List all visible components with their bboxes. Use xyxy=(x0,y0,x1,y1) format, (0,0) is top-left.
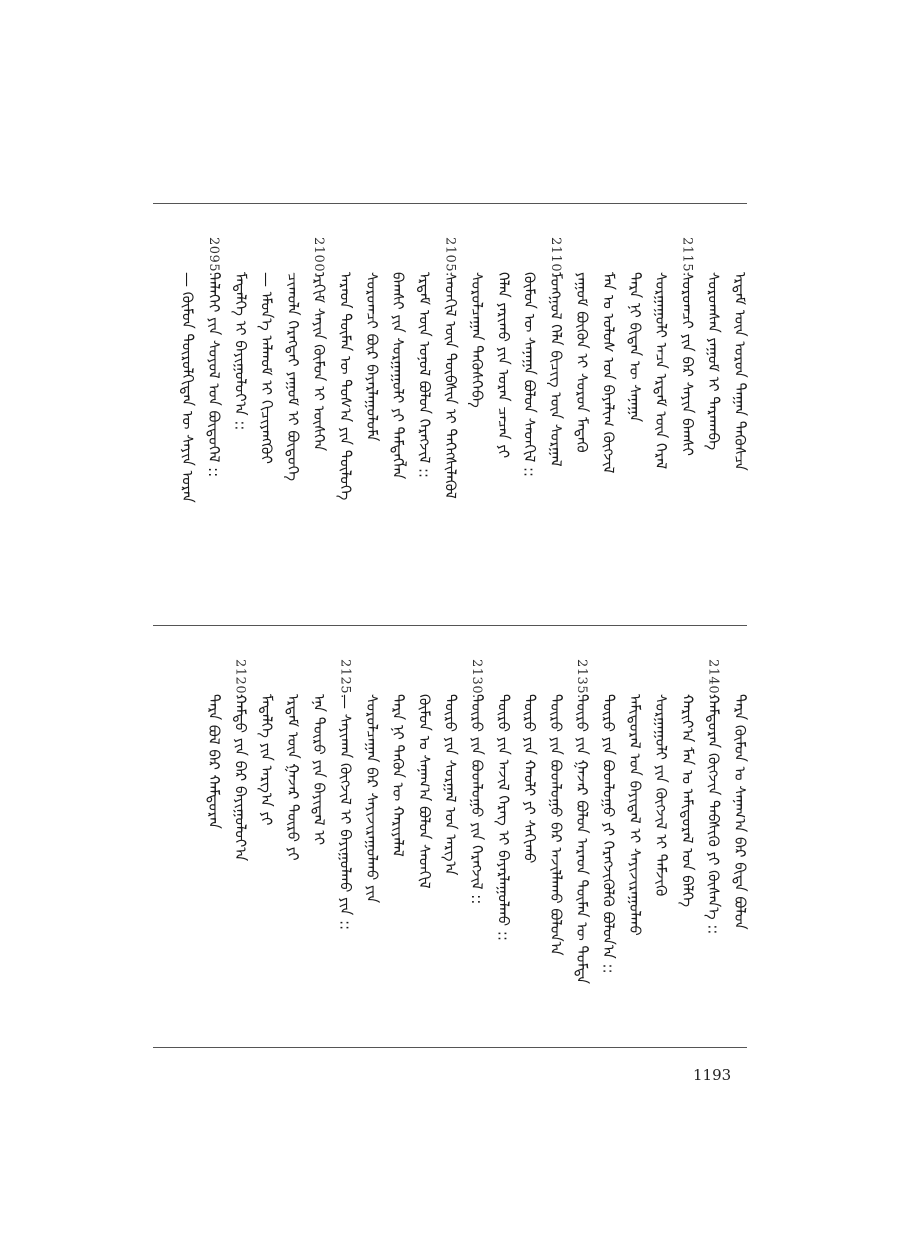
verse-line xyxy=(437,694,465,876)
verse-line-text: ᠲᠥᠷᠥ ᠶᠢᠨ ᠠᠵᠢᠯ ᠬᠡᠷᠡᠭ ᠢ ᠪᠠᠶᠠᠷᠯᠠᠭᠤᠯᠬᠤ :: xyxy=(494,694,513,942)
verse-line xyxy=(542,694,570,956)
middle-rule xyxy=(153,625,747,626)
line-number: 2110. xyxy=(547,237,563,277)
verse-line-text: ᠲᠡᠷᠡ ᠨᠢ ᠪᠢᠳᠡᠨ ᠦ ᠰᠠᠨᠠᠭᠠ xyxy=(625,272,644,423)
verse-line xyxy=(595,694,623,974)
verse-line xyxy=(384,272,412,479)
verse-line-text: ᠰᠡᠳᠬᠢᠯ ᠦᠨ ᠲᠦᠪᠰᠢᠨ ᠢ ᠳᠡᠭᠡᠭᠰᠢᠯᠡᠭᠦᠯ xyxy=(441,272,460,499)
verse-line-text: ᠲᠥᠷᠥ ᠶᠢᠨ ᠪᠣᠳᠯᠣᠭᠣ ᠶᠢᠨ ᠬᠡᠷᠡᠭᠵᠢᠯ :: xyxy=(468,694,486,905)
verse-line-text: ᠡᠷᠳᠡᠮ ᠦᠨ ᠣᠨᠤᠯ ᠪᠣᠯᠤᠨ ᠬᠡᠷᠡᠭᠵᠢᠯ :: xyxy=(415,272,434,479)
line-number: 2135. xyxy=(574,659,590,699)
verse-line-text: ᠴᠢᠬᠤᠯᠠ ᠬᠡᠷᠡᠭᠲᠡᠢ ᠶᠠᠭᠤᠮ ᠢ ᠪᠦᠲᠦᠭᠡ xyxy=(283,272,302,482)
line-number: 2100. xyxy=(311,237,327,277)
verse-line xyxy=(200,272,228,477)
verse-line xyxy=(595,272,623,473)
line-number: 2140. xyxy=(705,659,721,699)
line-number: 2125. xyxy=(337,659,353,699)
verse-line xyxy=(463,694,491,904)
verse-line-text: ᠰᠤᠷᠭᠠᠭᠤᠯᠢ ᠶᠢᠨ ᠬᠥᠭᠵᠢᠯ ᠢ ᠳᠡᠮᠵᠢᠬᠦ xyxy=(652,694,671,897)
page-number: 1193 xyxy=(693,1066,732,1084)
bottom-rule xyxy=(153,1047,747,1048)
verse-line-text: ᠲᠡᠷᠡ ᠨᠢ ᠲᠡᠭᠦᠨ ᠦ ᠬᠠᠷᠢᠶᠠᠯᠠᠯ xyxy=(389,694,408,857)
verse-line xyxy=(647,694,675,896)
verse-line-text: ᠬᠦᠮᠦᠨ ᠦ ᠰᠠᠨᠠᠭᠠ ᠪᠣᠯᠤᠨ ᠰᠡᠳᠬᠢᠯ :: xyxy=(520,272,539,478)
verse-line xyxy=(279,694,307,861)
verse-line xyxy=(673,694,701,907)
verse-line xyxy=(621,272,649,422)
verse-line-text: ᠮᠠᠨ ᠤ ᠤᠯᠤᠰ ᠤᠨ ᠪᠠᠶᠠᠯᠢᠭ ᠬᠥᠭᠵᠢᠯ xyxy=(599,272,618,474)
verse-line xyxy=(384,694,412,857)
line-number: 2115. xyxy=(679,237,695,277)
verse-line xyxy=(489,272,517,458)
verse-line xyxy=(726,272,754,471)
verse-line xyxy=(332,272,360,500)
verse-line xyxy=(358,272,386,441)
verse-line-text: ᠡᠷᠬᠢᠮ ᠰᠠᠶᠢᠨ ᠬᠦᠮᠦᠨ ᠢ ᠥᠰᠬᠡᠨ xyxy=(310,272,329,452)
verse-line xyxy=(253,272,281,464)
verse-line-text: ᠲᠡᠷᠡ ᠬᠦᠮᠦᠨ ᠤ ᠰᠠᠨᠠᠭ᠎ᠠ ᠪᠠᠷ ᠪᠢᠳᠡ ᠪᠣᠯᠤᠨ xyxy=(731,694,749,930)
verse-line-text: ᠪᠠᠭᠰᠢ ᠶᠢᠨ ᠰᠤᠷᠭᠠᠭᠤᠯᠢ ᠶᠢ ᠲᠡᠮᠳᠡᠭᠯᠡᠨ xyxy=(389,272,408,480)
verse-line-text: ᠰᠤᠷᠤᠭᠴᠢ ᠶᠢᠨ ᠪᠡᠷ ᠰᠠᠶᠢᠨ ᠪᠠᠭᠰᠢ xyxy=(678,272,697,456)
verse-line-text: ᠡᠷᠳᠡᠮ ᠦᠨ ᠣᠷᠣᠨ ᠳᠠᠭᠠᠨ ᠲᠡᠭᠦᠰᠴᠡ xyxy=(731,272,749,471)
verse-line xyxy=(410,272,438,478)
line-number: 2130. xyxy=(469,659,484,699)
verse-line-text: ᠰᠤᠷᠤᠯᠴᠠᠭᠠᠨ ᠪᠠᠷ ᠰᠠᠶᠢᠵᠢᠷᠠᠭᠤᠯᠬᠤ ᠶᠢᠨ xyxy=(362,694,381,904)
verse-line xyxy=(568,694,596,984)
verse-line-text: — ᠬᠦᠮᠦᠨ ᠲᠥᠷᠥᠯᠬᠢᠲᠡᠨ ᠦ ᠰᠠᠶᠢᠨ ᠤᠷᠠᠨ xyxy=(178,272,197,503)
verse-line xyxy=(647,272,675,469)
verse-line-text: ᠰᠤᠷᠤᠭᠴᠢ ᠪᠦᠷ ᠪᠠᠶᠠᠷᠯᠠᠭᠤᠯᠤᠮᠠ xyxy=(362,272,381,442)
verse-line xyxy=(200,694,228,829)
verse-line-text: ᠰᠤᠷᠭᠠᠭᠤᠯᠢ ᠠᠴᠠ ᠡᠷᠳᠡᠮ ᠦᠨ ᠭᠡᠷᠡᠯ xyxy=(652,272,671,470)
verse-line-text: ᠲᠡᠷᠡ ᠪᠣᠯ ᠪᠠᠷ ᠬᠠᠮᠲᠤᠷᠠᠨ xyxy=(205,694,223,829)
verse-line-text: ᠬᠡᠯᠡᠨ ᠶᠠᠷᠢᠬᠤ ᠶᠢᠨ ᠤᠷᠠᠨ ᠴᠡᠴᠡᠨ ᠶᠢ xyxy=(494,272,513,459)
verse-line xyxy=(542,272,570,467)
verse-line-text: ᠡᠷᠳᠡᠮ ᠦᠨ ᠭᠠᠵᠠᠷ ᠲᠥᠷᠥ ᠶᠢ xyxy=(283,694,302,861)
verse-line-text: ᠠᠮᠢᠳᠤᠷᠠᠯ ᠤᠨ ᠪᠠᠶᠢᠳᠠᠯ ᠢ ᠰᠠᠶᠢᠵᠢᠷᠠᠭᠤᠯᠬᠤ xyxy=(625,694,644,936)
verse-line xyxy=(516,272,544,477)
verse-line xyxy=(463,272,491,408)
verse-line xyxy=(305,694,333,845)
verse-line xyxy=(726,694,754,930)
top-rule xyxy=(153,203,747,204)
verse-line-text: ᠬᠠᠮᠲᠤᠷᠠᠨ ᠬᠥᠭᠵᠢᠨ ᠳᠡᠪᠰᠢᠬᠦ ᠶᠢ ᠬᠦᠰᠡᠨ᠎ᠡ :: xyxy=(704,694,723,935)
verse-line-text: ᠲᠥᠷᠥ ᠶᠢᠨ ᠪᠣᠳᠯᠣᠭᠣ ᠪᠠᠷ ᠠᠵᠢᠯᠯᠠᠬᠤ ᠪᠣᠯᠤᠨ᠎ᠠ xyxy=(546,694,565,956)
verse-line xyxy=(279,272,307,481)
verse-line xyxy=(437,272,465,499)
verse-line xyxy=(358,694,386,903)
verse-line xyxy=(410,694,438,889)
verse-line xyxy=(174,272,202,503)
verse-line xyxy=(253,694,281,825)
verse-line xyxy=(226,694,254,861)
line-number: 2120. xyxy=(232,659,248,699)
verse-line xyxy=(305,272,333,451)
verse-line-text: — ᠰᠠᠶᠢᠬᠠᠨ ᠬᠥᠭᠵᠢᠯ ᠢ ᠪᠠᠶᠢᠭᠤᠯᠬᠤ ᠶᠢᠨ :: xyxy=(336,694,355,931)
verse-line xyxy=(226,272,254,430)
verse-line-text: ᠲᠥᠷᠥ ᠶᠢᠨ ᠭᠠᠵᠠᠷ ᠪᠣᠯᠤᠨ ᠠᠷᠠᠳ ᠲᠦᠮᠡᠨ ᠦ ᠳᠤᠮᠳᠠ xyxy=(573,694,592,985)
verse-line xyxy=(489,694,517,941)
verse-line xyxy=(621,694,649,936)
line-number: 2095. xyxy=(206,237,221,277)
verse-line xyxy=(673,272,701,456)
verse-line xyxy=(332,694,360,930)
verse-line-text: — ᠡᠮᠦᠨ᠎ᠡ ᠠᠯᠬᠤᠮ ᠢ ᠬᠢᠴᠢᠶᠡᠩᠭᠦᠢ xyxy=(257,272,276,464)
verse-line-text: ᠰᠤᠷᠤᠭᠰᠠᠨ ᠶᠠᠭᠤᠮ ᠢ ᠲᠠᠷᠠᠬᠠᠪᠠ xyxy=(704,272,723,451)
verse-line-text: ᠮᠡᠳᠡᠯᠭᠡ ᠶᠢᠨ ᠠᠷᠭ᠎ᠠ ᠶᠢ xyxy=(257,694,276,826)
line-number: 2105. xyxy=(442,237,458,277)
verse-line-text: ᠮᠡᠳᠡᠯᠭᠡ ᠢ ᠪᠠᠶᠢᠭᠤᠯᠤᠶ᠎ᠠ :: xyxy=(231,272,250,431)
verse-line-text: ᠬᠠᠷᠢᠶ᠎ᠠ ᠮᠠᠨ ᠤ ᠠᠮᠢᠳᠤᠷᠠᠯ ᠤᠨ ᠪᠡᠯᠭᠡ xyxy=(678,694,697,908)
verse-line-text: ᠬᠠᠮᠲᠤ ᠶᠢᠨ ᠪᠡᠷ ᠪᠠᠶᠢᠭᠤᠯᠤᠶ᠎ᠠ xyxy=(231,694,250,862)
verse-line-text: ᠰᠤᠷᠤᠯᠴᠠᠭᠠᠨ ᠲᠡᠭᠦᠰᠬᠡᠪᠡ xyxy=(468,272,486,408)
verse-line-text: ᠲᠥᠷᠥ ᠶᠢᠨ ᠪᠣᠳᠯᠣᠭᠣ ᠶᠢ ᠬᠡᠷᠡᠭᠵᠢᠭᠦᠯᠬᠦ ᠪᠣᠯᠤᠨ᠎ᠠ :: xyxy=(599,694,618,974)
verse-line xyxy=(700,272,728,450)
verse-line-text: ᠬᠦᠮᠦᠨ ᠤ ᠰᠠᠨᠠᠭ᠎ᠠ ᠪᠣᠯᠤᠨ ᠰᠡᠳᠬᠢᠯ xyxy=(415,694,434,889)
verse-line xyxy=(568,272,596,453)
verse-line xyxy=(700,694,728,934)
verse-line-text: ᠶᠠᠭᠤᠮ ᠪᠦᠬᠦᠨ ᠢ ᠰᠤᠷᠤᠨ ᠮᠡᠳᠡᠬᠦ xyxy=(573,272,592,453)
verse-line-text: ᠲᠥᠷᠥ ᠶᠢᠨ ᠬᠠᠤᠯᠢ ᠶᠢ ᠰᠠᠬᠢᠬᠤ xyxy=(520,694,539,864)
verse-line-text: ᠮᠣᠩᠭᠣᠯ ᠬᠡᠯᠡ ᠪᠢᠴᠢᠭ ᠦᠨ ᠰᠤᠷᠭᠠᠯ xyxy=(546,272,565,467)
verse-line-text: ᠳᠡᠯᠡᠬᠡᠢ ᠶᠢᠨ ᠰᠣᠶᠣᠯ ᠤᠨ ᠪᠦᠲᠦᠭᠡᠯ :: xyxy=(205,272,223,478)
verse-line-text: ᠲᠥᠷᠥ ᠶᠢᠨ ᠰᠤᠷᠭᠠᠯ ᠤᠨ ᠠᠷᠭ᠎ᠠ xyxy=(441,694,460,876)
verse-line-text: ᠡᠨᠡ ᠲᠥᠷᠥ ᠶᠢᠨ ᠪᠠᠶᠢᠳᠠᠯ ᠢ xyxy=(310,694,329,846)
verse-line xyxy=(516,694,544,863)
verse-line-text: ᠠᠷᠠᠳ ᠲᠦᠮᠡᠨ ᠦ ᠲᠤᠰ᠎ᠠ ᠶᠢᠨ ᠲᠥᠯᠦᠭᠡ xyxy=(336,272,355,501)
